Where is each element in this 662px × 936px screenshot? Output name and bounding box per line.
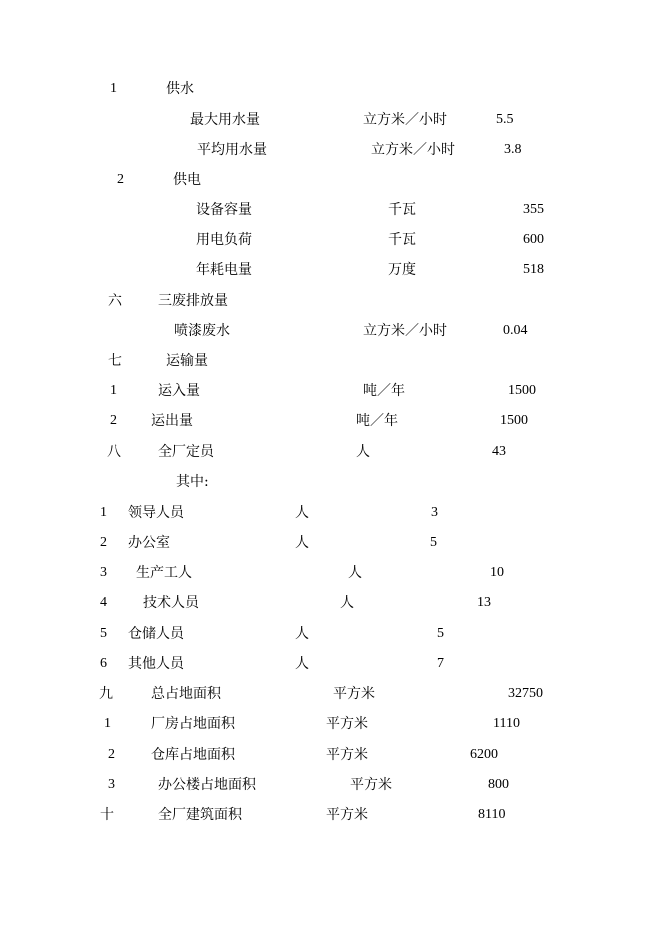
row-item: 领导人员: [128, 505, 184, 521]
row-value: 1500: [508, 383, 536, 398]
row-value: 1110: [493, 716, 520, 731]
row-value: 8110: [478, 807, 506, 822]
row-number: 1: [100, 505, 107, 520]
row-number: 5: [100, 626, 107, 641]
row-unit: 立方米／小时: [371, 142, 455, 158]
row-item: 喷漆废水: [174, 323, 230, 339]
row-unit: 平方米: [333, 686, 375, 702]
row-item: 用电负荷: [196, 232, 252, 248]
row-unit: 人: [295, 656, 309, 672]
row-value: 518: [523, 262, 544, 277]
table-row: [0, 200, 662, 220]
row-item: 供电: [173, 172, 201, 188]
row-item: 其中:: [176, 474, 209, 490]
row-unit: 万度: [388, 262, 416, 278]
row-number: 2: [108, 747, 115, 762]
row-item: 运出量: [151, 413, 193, 429]
table-row: [0, 654, 662, 674]
row-item: 仓库占地面积: [151, 747, 235, 763]
row-item: 设备容量: [196, 202, 252, 218]
row-value: 3.8: [504, 142, 522, 157]
row-number: 1: [110, 81, 117, 96]
row-number: 3: [100, 565, 107, 580]
row-number: 6: [100, 656, 107, 671]
row-unit: 人: [348, 565, 362, 581]
row-unit: 千瓦: [388, 202, 416, 218]
row-item: 运输量: [166, 353, 208, 369]
row-item: 厂房占地面积: [151, 716, 235, 732]
row-number: 1: [104, 716, 111, 731]
row-item: 供水: [166, 81, 194, 97]
table-row: [0, 775, 662, 795]
row-value: 13: [477, 595, 491, 610]
table-row: [0, 472, 662, 492]
row-item: 三废排放量: [158, 293, 228, 309]
table-row: [0, 684, 662, 704]
row-value: 0.04: [503, 323, 528, 338]
row-number: 六: [108, 293, 122, 309]
row-unit: 吨／年: [363, 383, 405, 399]
row-number: 九: [99, 686, 113, 702]
table-row: [0, 563, 662, 583]
row-unit: 吨／年: [356, 413, 398, 429]
table-row: [0, 714, 662, 734]
row-number: 十: [100, 807, 114, 823]
row-item: 生产工人: [136, 565, 192, 581]
table-row: [0, 170, 662, 190]
row-unit: 千瓦: [388, 232, 416, 248]
row-unit: 人: [295, 535, 309, 551]
row-number: 4: [100, 595, 107, 610]
table-row: [0, 230, 662, 250]
row-unit: 平方米: [326, 716, 368, 732]
row-item: 年耗电量: [196, 262, 252, 278]
table-row: [0, 291, 662, 311]
table-row: [0, 624, 662, 644]
table-row: [0, 260, 662, 280]
row-value: 7: [437, 656, 444, 671]
row-unit: 平方米: [326, 747, 368, 763]
row-value: 1500: [500, 413, 528, 428]
row-value: 43: [492, 444, 506, 459]
row-value: 5: [437, 626, 444, 641]
row-item: 平均用水量: [197, 142, 267, 158]
table-row: [0, 442, 662, 462]
table-row: [0, 79, 662, 99]
row-item: 技术人员: [143, 595, 199, 611]
row-unit: 人: [356, 444, 370, 460]
table-row: [0, 411, 662, 431]
row-number: 七: [108, 353, 122, 369]
row-value: 355: [523, 202, 544, 217]
table-row: [0, 805, 662, 825]
table-row: [0, 110, 662, 130]
row-number: 1: [110, 383, 117, 398]
row-unit: 人: [295, 626, 309, 642]
row-value: 5: [430, 535, 437, 550]
row-unit: 立方米／小时: [363, 112, 447, 128]
row-value: 3: [431, 505, 438, 520]
table-row: [0, 351, 662, 371]
row-number: 3: [108, 777, 115, 792]
row-value: 32750: [508, 686, 543, 701]
row-item: 总占地面积: [151, 686, 221, 702]
row-item: 其他人员: [128, 656, 184, 672]
row-value: 10: [490, 565, 504, 580]
row-number: 2: [100, 535, 107, 550]
row-item: 运入量: [158, 383, 200, 399]
row-item: 办公楼占地面积: [158, 777, 256, 793]
row-unit: 立方米／小时: [363, 323, 447, 339]
table-row: [0, 140, 662, 160]
table-row: [0, 745, 662, 765]
row-item: 全厂建筑面积: [158, 807, 242, 823]
table-row: [0, 321, 662, 341]
row-unit: 人: [295, 505, 309, 521]
row-value: 800: [488, 777, 509, 792]
row-item: 仓储人员: [128, 626, 184, 642]
table-row: [0, 533, 662, 553]
row-unit: 平方米: [326, 807, 368, 823]
row-unit: 人: [340, 595, 354, 611]
row-item: 办公室: [128, 535, 170, 551]
row-number: 2: [117, 172, 124, 187]
row-item: 全厂定员: [158, 444, 214, 460]
row-value: 6200: [470, 747, 498, 762]
row-number: 2: [110, 413, 117, 428]
table-row: [0, 381, 662, 401]
row-number: 八: [107, 444, 121, 460]
row-value: 600: [523, 232, 544, 247]
row-value: 5.5: [496, 112, 514, 127]
table-row: [0, 593, 662, 613]
table-row: [0, 503, 662, 523]
row-item: 最大用水量: [190, 112, 260, 128]
row-unit: 平方米: [350, 777, 392, 793]
